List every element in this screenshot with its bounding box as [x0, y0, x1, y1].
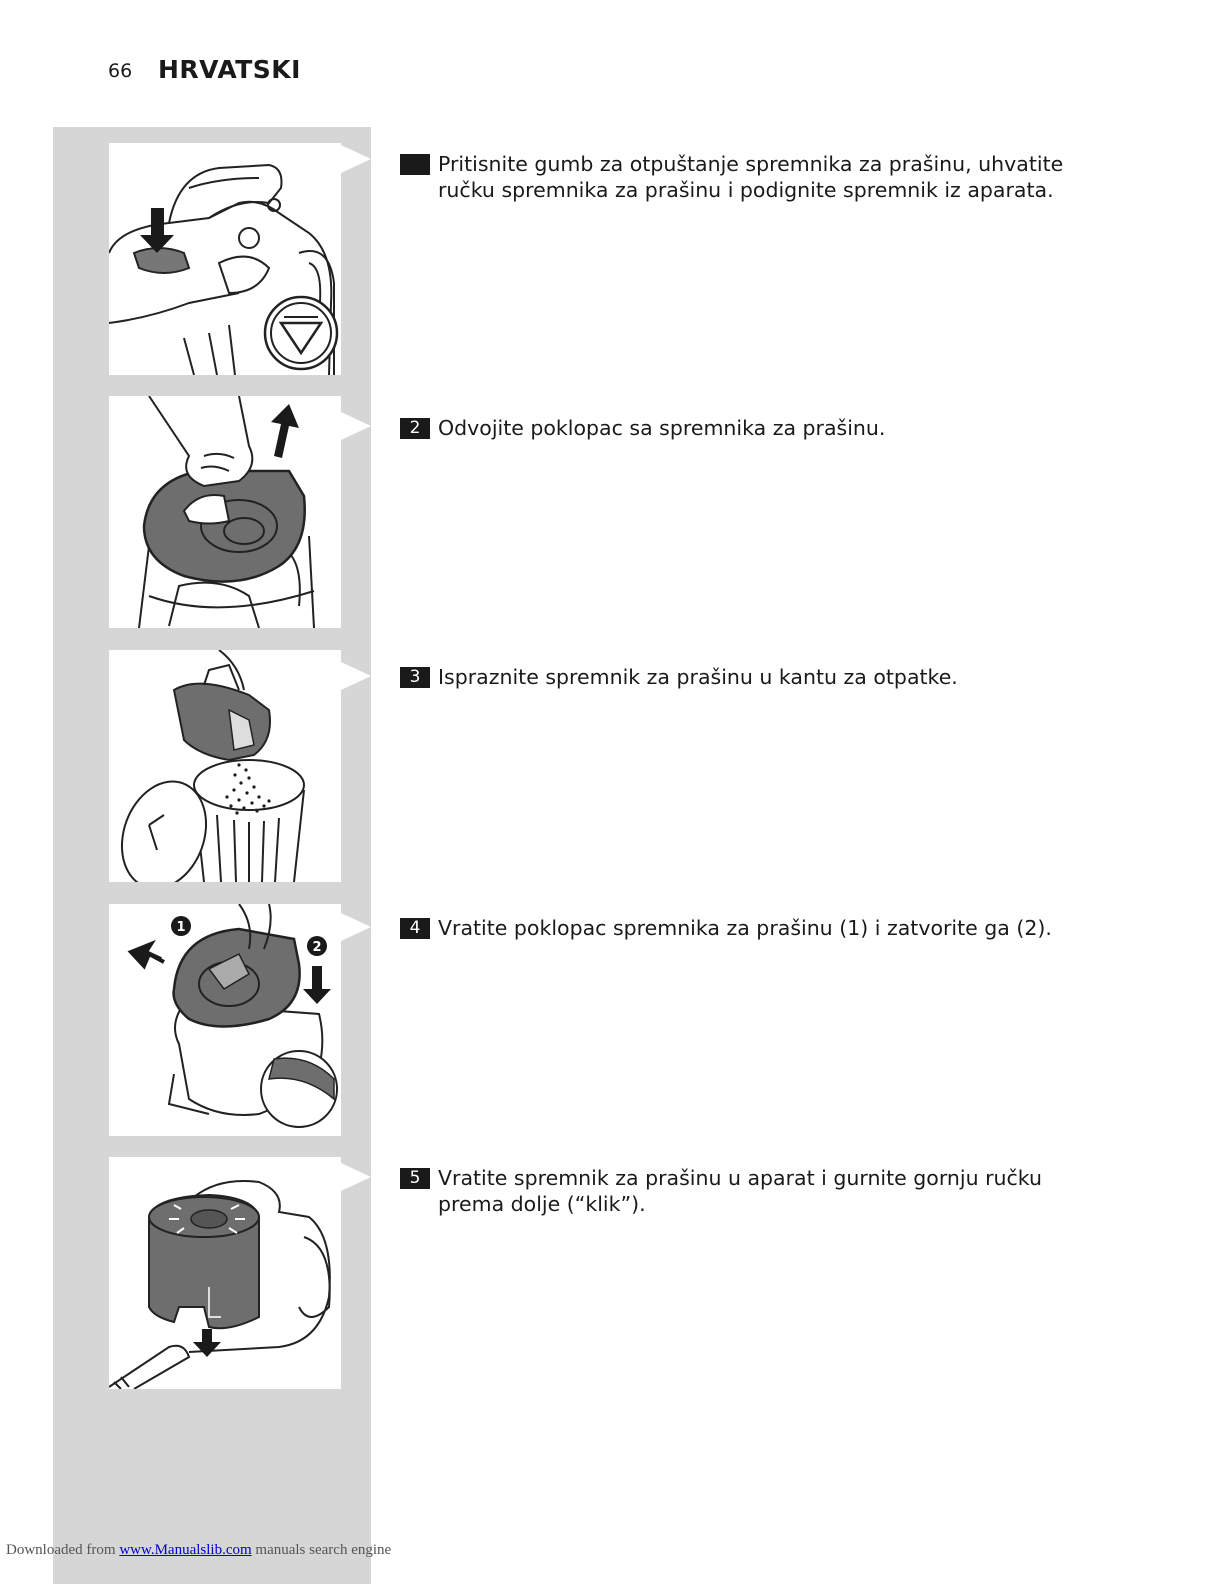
pointer-notch: [341, 1163, 371, 1191]
step-number-badge: [400, 154, 430, 175]
section-title: HRVATSKI: [158, 55, 301, 84]
marker-2: 2: [312, 940, 322, 955]
step-text: Ispraznite spremnik za prašinu u kantu za otpatke.: [438, 665, 958, 689]
step-5: [400, 1165, 1100, 1217]
step-number-badge: 4: [400, 918, 430, 939]
illustration-step-3: [109, 650, 341, 882]
illustration-step-1: [109, 143, 341, 375]
manualslib-link[interactable]: www.Manualslib.com: [119, 1542, 252, 1558]
step-number-badge: 3: [400, 667, 430, 688]
illustration-step-2: [109, 396, 341, 628]
illustration-step-4: [109, 904, 341, 1136]
footer-prefix: Downloaded from: [6, 1542, 116, 1558]
illustration-step-5: [109, 1157, 341, 1389]
step-text: Vratite spremnik za prašinu u aparat i gurnite gornju ručku prema dolje (“klik”).: [438, 1166, 1043, 1216]
pointer-notch: [341, 913, 371, 941]
footer-suffix: manuals search engine: [255, 1542, 392, 1558]
footer: [6, 1542, 391, 1559]
pointer-notch: [341, 145, 371, 173]
pointer-notch: [341, 662, 371, 690]
step-number-badge: 2: [400, 418, 430, 439]
marker-1: 1: [176, 920, 186, 935]
page-number: 66: [108, 60, 133, 82]
step-number-badge: 5: [400, 1168, 430, 1189]
step-4: [400, 915, 1100, 941]
step-2: [400, 415, 1100, 441]
pointer-notch: [341, 412, 371, 440]
step-3: [400, 664, 1100, 690]
step-text: Vratite poklopac spremnika za prašinu (1) i zatvorite ga (2).: [438, 916, 1052, 940]
step-1: [400, 151, 1100, 203]
step-text: Odvojite poklopac sa spremnika za prašinu.: [438, 416, 886, 440]
step-text: Pritisnite gumb za otpuštanje spremnika za prašinu, uhvatite ručku spremnika za prašinu i podignite spremnik iz aparata.: [438, 152, 1064, 202]
